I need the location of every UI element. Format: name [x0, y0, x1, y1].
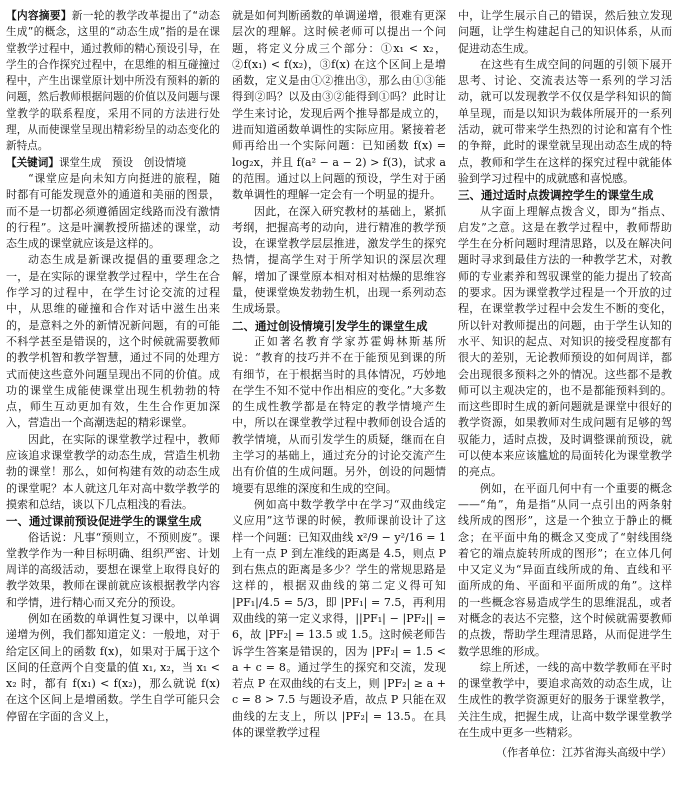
section-2-paragraph: 正如著名教育学家苏霍姆林斯基所说：“教育的技巧并不在于能预见到课的所有细节，在于根据当时的具体情况，巧妙地在学生不知不觉中作出相应的变化。”大多数的生成性教学都是在特定的教学情境产生中，所以在课堂教学过程中教师创设合适的教学情境，从而引发学生的质疑，继而在自主学习的基础上，通过充分的讨论交流产生出有价值的生成问题。另外，创设的问题情境要有思维的深度和生成的空间。 — [232, 334, 446, 495]
intro-paragraph: “课堂应是向未知方向挺进的旅程，随时都有可能发现意外的通道和美丽的图景，而不是一切都必须遵循固定线路而没有激情的行程”。这是叶澜教授所描述的课堂，动态生成的课堂就应该是这样的。 — [6, 171, 220, 251]
keywords-label: 【关键词】 — [6, 156, 59, 169]
section-3-paragraph: 从字面上理解点拨含义，即为“指点、启发”之意。这是在教学过程中，教师帮助学生在分析问题时理清思路，以及在解决问题时寻求到最佳方法的一种教学艺术，对教师的专业素养和驾驭课堂的能力提出了较高的要求。因为课堂教学过程是一个开放的过程，在课堂教学过程中会发生不断的变化，所以针对教师提出的问题，由于学生认知的水平、知识的起点、对知识的接受程度都有很大的差别，无论教师预设的如何周详，都会出现很多预料之外的情况。这些都不是教师可以主观决定的，也不是都能预料到的。而这些即时生成的新问题就是课堂中很好的教学资源，如果教师对生成问题有足够的驾驭能力，适时点拨，及时调整课前预设，就可以使本来应该尴尬的局面转化为课堂教学的亮点。 — [458, 204, 672, 479]
intro-paragraph: 动态生成是新课改提倡的重要理念之一，是在实际的课堂教学过程中，学生在合作学习的过程中，在学生讨论交流的过程中，从思维的碰撞和合作对话中滋生出来的，是意料之外的新情况新问题，有的可能不科学甚至是错误的，这个时候就需要教师的教学机智和教学智慧，通过不同的处理方式而使这些意外问题呈现出不同的价值。成功的课堂生成能使课堂出现生机勃勃的特点，师生互动更加有效，生生合作更加深入，营造出一个高潮迭起的精彩课堂。 — [6, 253, 220, 430]
section-1-heading: 一、通过课前预设促进学生的课堂生成 — [6, 514, 202, 529]
section-2-paragraph-continued: 中，让学生展示自己的错误，然后独立发现问题，让学生构建起自己的知识体系，从而促进动态生成。 — [458, 9, 672, 55]
keywords — [6, 155, 220, 171]
abstract-text: 新一轮的教学改革提出了“动态生成”的概念，这里的“动态生成”指的是在课堂教学过程中，通过教师的精心预设引导，在学生的合作探究过程中，在思维的相互碰撞过程中，产生出课堂原计划中所没有预料的新的问题，然后教师根据问题的价值以及问题与课堂教学的联系程度，采用不同的方法进行处理，从而使课堂呈现出精彩纷呈的动态变化的新特点。 — [6, 10, 220, 153]
section-3-heading: 三、通过适时点拨调控学生的课堂生成 — [458, 188, 654, 203]
section-1-paragraph: 因此，在深入研究教材的基础上，紧抓考纲，把握高考的动向，进行精准的教学预设，在课堂教学层层推进，激发学生的探究热情，提高学生对于所学知识的深层次理解，增加了课堂原本相对相对枯燥的思维容量，使课堂焕发勃勃生机，出现一系列动态生成场景。 — [232, 204, 446, 316]
section-1-paragraph: 例如在函数的单调性复习课中，以单调递增为例，我们都知道定义：一般地，对于给定区间上的函数 f(x)，如果对于属于这个区间的任意两个自变量的值 x₁, x₂，当 x₁ < x₂ 时，都有 f(x₁) < f(x₂)，那么就说 f(x) 在这个区间上是增函数。学生自学可能只会停留在字面的含义上， — [6, 611, 220, 723]
section-2-paragraph: 例如高中数学教学中在学习“双曲线定义应用”这节课的时候，教师课前设计了这样一个问题：已知双曲线 x²/9 − y²/16 = 1 上有一点 P 到左准线的距离是 4.5，则点 P 到右焦点的距离是多少？学生的常规思路是这样的，根据双曲线的第二定义得可知 |PF₁|/4.5 = 5/3，即 |PF₁| = 7.5，再利用双曲线的第一定义求得，||PF₁| − |PF₂|| = 6，故 |PF₂| = 13.5 或 1.5。这时候老师告诉学生答案是错误的，因为 |PF₂| = 1.5 < a + c = 8。通过学生的探究和交流，发现若点 P 在双曲线的右支上，则 |PF₂| ≥ a + c = 8 > 7.5 与题设矛盾，故点 P 只能在双曲线的左支上，所以 |PF₂| = 13.5。在具体的课堂教学过程 — [232, 497, 446, 740]
section-1-paragraph-continued: 就是如何判断函数的单调递增，很难有更深层次的理解。这时候老师可以提出一个问题，将定义分成三个部分：①x₁ < x₂，②f(x₁) < f(x₂)，③f(x) 在这个区间上是增函数，定义是由①②推出③，那么由①③能得到②吗？以及由③②能得到①吗？此时让学生来讨论，发现后两个推导都是成立的，进而知道函数单调性的实际应用。紧接着老师再给出一个实际问题：已知函数 f(x) = log₂x，并且 f(a² − a − 2) > f(3)，试求 a 的范围。通过以上问题的预设，学生对于函数单调性的理解一定会有一个明显的提升。 — [232, 9, 446, 202]
abstract — [6, 8, 220, 155]
section-3-paragraph: 例如，在平面几何中有一个重要的概念——“角”，角是指“从同一点引出的两条射线所成的图形”，这是一个独立于静止的概念；在平面中角的概念又变成了“射线围绕着它的端点旋转所成的图形”；在立体几何中又定义为“异面直线所成的角、直线和平面所成的角、平面和平面所成的角”。这样的一些概念容易造成学生的思维混乱，或者对概念的表达不完整，这个时候就需要教师的点拨，帮助学生理清思路，从而促进学生数学思维的形成。 — [458, 481, 672, 658]
author-unit: （作者单位：江苏省海头高级中学） — [496, 746, 672, 760]
column-2 — [232, 8, 446, 741]
section-3-paragraph: 综上所述，一线的高中数学教师在平时的课堂教学中，要追求高效的动态生成，让生成性的教学资源更好的服务于课堂教学，关注生成，把握生成，让高中数学课堂教学在生成中更多一些精彩。 — [458, 660, 672, 740]
column-3 — [458, 8, 672, 762]
section-2-heading: 二、通过创设情境引发学生的课堂生成 — [232, 318, 428, 333]
section-2-paragraph: 在这些有生成空间的问题的引领下展开思考、讨论、交流表达等一系列的学习活动，就可以发现教学不仅仅是学科知识的简单呈现，而是以知识为载体所展开的一系列活动，就可带来学生热烈的讨论和富有个性的争辩，此时的课堂就呈现出动态生成的特点，教师和学生在这样的探究过程中就能体验到学习过程中的成就感和喜悦感。 — [458, 57, 672, 185]
abstract-label: 【内容摘要】 — [6, 10, 72, 22]
column-1 — [6, 8, 220, 725]
keywords-text: 课堂生成 预设 创设情境 — [58, 156, 187, 169]
intro-paragraph: 因此，在实际的课堂教学过程中，教师应该追求课堂教学的动态生成，营造生机勃勃的课堂！那么，如何构建有效的动态生成的课堂呢？本人就这几年对高中数学教学的摸索和总结，谈以下几点粗浅的看法。 — [6, 432, 220, 511]
section-1-paragraph: 俗话说：凡事“预则立，不预则废”。课堂教学作为一种目标明确、组织严密、计划周详的高级活动，要想在课堂上取得良好的教学效果，教师在课前就应该根据教学内容和学情，进行精心而又充分的预设。 — [6, 530, 220, 609]
